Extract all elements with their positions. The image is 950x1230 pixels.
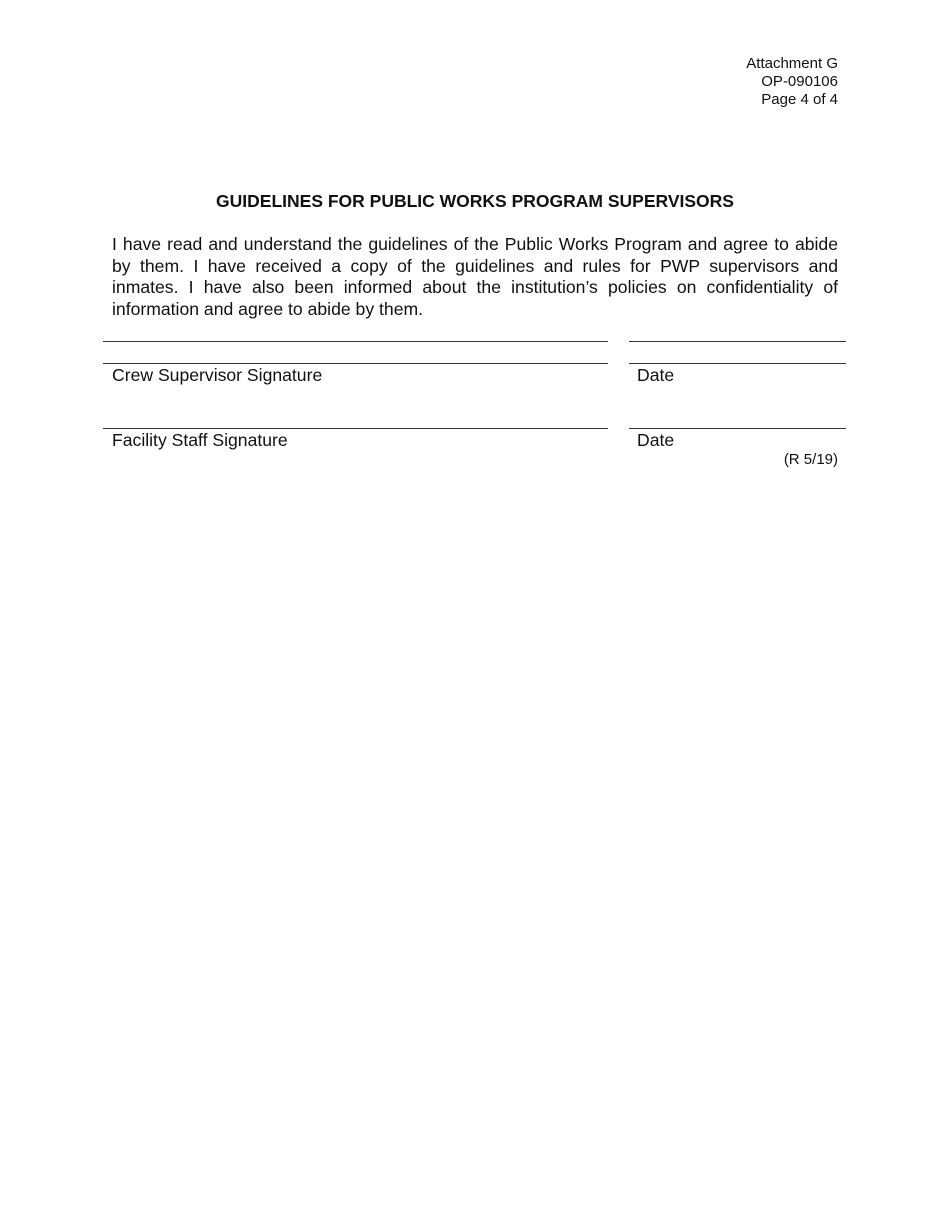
facility-staff-date-label: Date	[637, 430, 675, 450]
crew-supervisor-signature-line[interactable]	[103, 363, 608, 364]
document-number: OP-090106	[761, 73, 838, 90]
revision-note: (R 5/19)	[783, 451, 838, 468]
agreement-paragraph: I have read and understand the guidelines of the Public Works Program and agree to abide by them. I have received a copy of the guidelines and rules for PWP supervisors and inmates. I have also been informed about the institution’s policies on confidentiality of information and agree to abide by them.	[112, 234, 838, 319]
crew-supervisor-date-label: Date	[637, 365, 675, 385]
page-number: Page 4 of 4	[761, 91, 838, 108]
document-header	[746, 55, 838, 109]
facility-staff-signature-label: Facility Staff Signature	[112, 430, 288, 450]
extra-signature-line	[103, 341, 608, 342]
facility-staff-date-line[interactable]	[629, 428, 846, 429]
crew-supervisor-date-line[interactable]	[629, 363, 846, 364]
extra-date-line	[629, 341, 846, 342]
crew-supervisor-signature-label: Crew Supervisor Signature	[112, 365, 323, 385]
facility-staff-signature-line[interactable]	[103, 428, 608, 429]
attachment-label: Attachment G	[746, 55, 838, 72]
page-title: GUIDELINES FOR PUBLIC WORKS PROGRAM SUPERVISORS	[216, 191, 734, 211]
